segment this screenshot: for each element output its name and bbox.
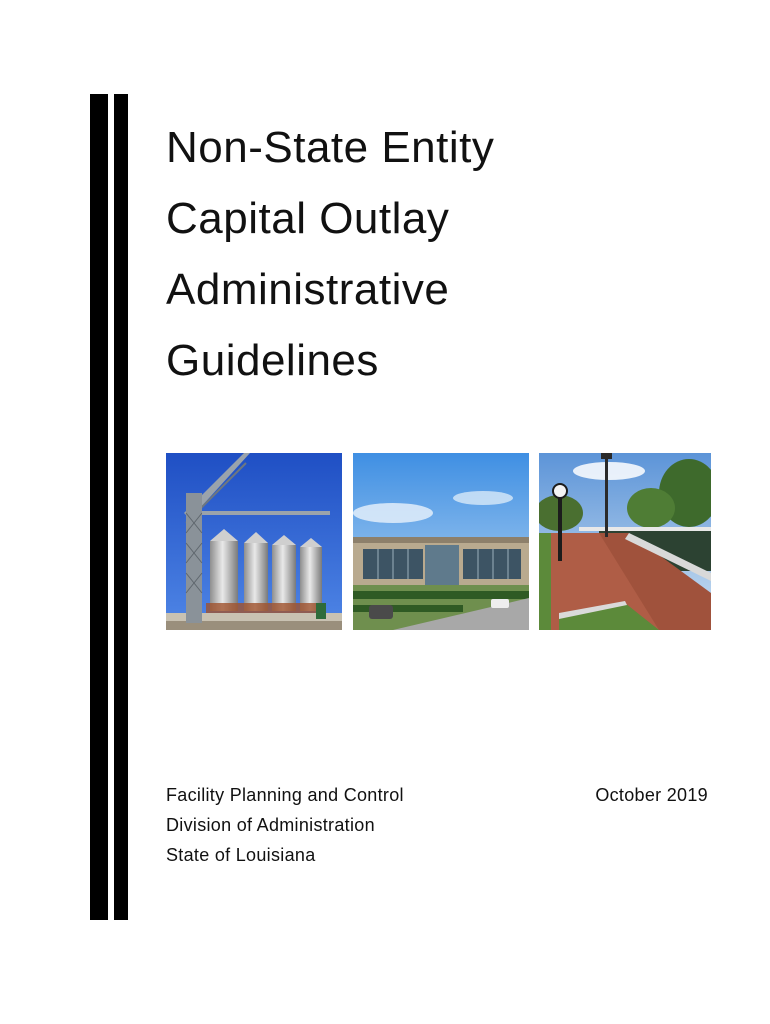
publication-date: October 2019	[595, 785, 708, 805]
brick-plaza-clock-photo	[539, 453, 711, 630]
title-line-4: Guidelines	[166, 336, 379, 385]
office-building-photo	[353, 453, 529, 630]
organization-line-1: Facility Planning and Control	[166, 785, 404, 805]
grain-silos-photo	[166, 453, 342, 630]
title-line-1: Non-State Entity	[166, 123, 495, 172]
organization-line-2: Division of Administration	[166, 815, 375, 835]
left-vertical-bar-thin	[114, 94, 128, 920]
title-line-3: Administrative	[166, 265, 450, 314]
organization-block	[166, 780, 404, 870]
left-vertical-bar-thick	[90, 94, 108, 920]
title-line-2: Capital Outlay	[166, 194, 450, 243]
organization-line-3: State of Louisiana	[166, 845, 316, 865]
document-title	[166, 112, 726, 396]
